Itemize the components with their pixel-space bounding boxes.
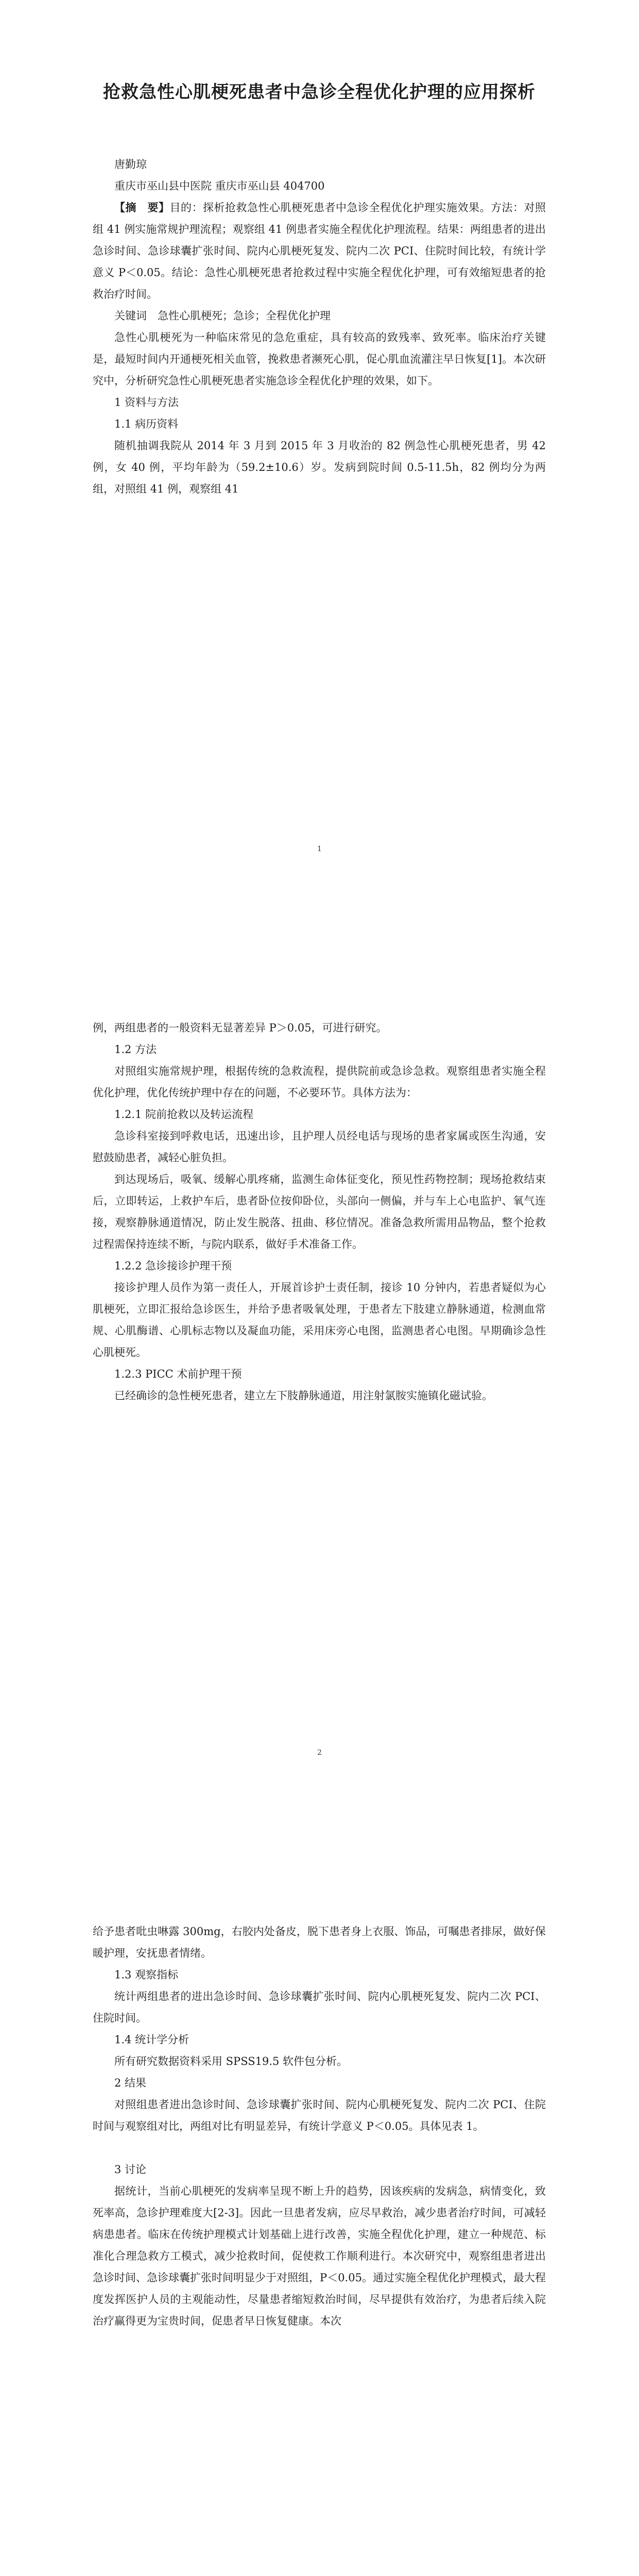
subsection-heading: 1.2.3 PICC 术前护理干预 xyxy=(114,1368,242,1380)
paragraph: 所有研究数据资料采用 SPSS19.5 软件包分析。 xyxy=(114,2055,348,2067)
paper-title: 抢救急性心肌梗死患者中急诊全程优化护理的应用探析 xyxy=(103,82,536,103)
page-1-content xyxy=(93,77,546,500)
introduction: 急性心肌梗死为一种临床常见的急危重症，具有较高的致残率、致死率。临床治疗关键是，最短时间内开通梗死相关血管，挽救患者濒死心肌，促心肌血流灌注早日恢复[1]。本次研究中，分析研究急性心肌梗死患者实施急诊全程优化护理的效果，如下。 xyxy=(93,331,546,387)
paragraph: 到达现场后，吸氧、缓解心肌疼痛，监测生命体征变化，预见性药物控制；现场抢救结束后，立即转运，上救护车后，患者卧位按仰卧位，头部向一侧偏，并与车上心电监护、氧气连接，观察静脉通道情况，防止发生脱落、扭曲、移位情况。准备急救所需用品物品，整个抢救过程需保持连续不断，与院内联系，做好手术准备工作。 xyxy=(93,1173,546,1250)
paragraph: 对照组患者进出急诊时间、急诊球囊扩张时间、院内心肌梗死复发、院内二次 PCI、住院时间与观察组对比，两组对比有明显差异，有统计学意义 P＜0.05。具体见表 1。 xyxy=(93,2098,546,2132)
page-3-content xyxy=(93,1921,546,2332)
subsection-heading: 1.3 观察指标 xyxy=(114,1969,179,1981)
abstract-label: 【摘 要】 xyxy=(114,201,170,214)
keywords: 关键词 急性心肌梗死；急诊；全程优化护理 xyxy=(114,310,331,322)
page-number: 1 xyxy=(317,845,322,853)
subsection-heading: 1.2.1 院前抢救以及转运流程 xyxy=(114,1108,254,1121)
paragraph: 对照组实施常规护理，根据传统的急救流程，提供院前或急诊急救。观察组患者实施全程优化护理，优化传统护理中存在的问题，不必要环节。具体方法为： xyxy=(93,1065,546,1099)
section-heading: 3 讨论 xyxy=(114,2163,147,2176)
subsection-heading: 1.2.2 急诊接诊护理干预 xyxy=(114,1260,232,1272)
paragraph: 已经确诊的急性梗死患者，建立左下肢静脉通道，用注射氯胺实施镇化磁试验。 xyxy=(114,1389,493,1402)
page-3 xyxy=(0,1807,639,2576)
page-2 xyxy=(0,904,639,1807)
paragraph: 急诊科室接到呼救电话，迅速出诊，且护理人员经电话与现场的患者家属或医生沟通，安慰鼓励患者，减轻心脏负担。 xyxy=(93,1130,546,1164)
abstract xyxy=(93,197,546,305)
paragraph: 给予患者吡虫啉露 300mg，右胶内处备皮，脱下患者身上衣服、饰品，可嘱患者排尿，做好保暖护理，安抚患者情绪。 xyxy=(93,1925,546,1959)
paragraph: 随机抽调我院从 2014 年 3 月到 2015 年 3 月收治的 82 例急性心肌梗死患者，男 42 例，女 40 例，平均年龄为（59.2±10.6）岁。发病到院时间 0.5-11.5h，82 例均分为两组，对照组 41 例，观察组 41 xyxy=(93,439,546,495)
page-2-content xyxy=(93,1017,546,1406)
paragraph: 据统计，当前心肌梗死的发病率呈现不断上升的趋势，因该疾病的发病急，病情变化，致死率高，急诊护理难度大[2-3]。因此一旦患者发病，应尽早救治，减少患者治疗时间，可减轻病患患者。临床在传统护理模式计划基础上进行改善，实施全程优化护理，建立一种规范、标准化合理急救方工模式，减少抢救时间，促使救工作顺利进行。本次研究中，观察组患者进出急诊时间、急诊球囊扩张时间明显少于对照组，P＜0.05。通过实施全程优化护理模式，最大程度发挥医护人员的主观能动性，尽量患者缩短救治时间，尽早提供有效治疗，为患者后续入院治疗赢得更为宝贵时间，促患者早日恢复健康。本次 xyxy=(93,2185,546,2327)
paragraph: 接诊护理人员作为第一责任人，开展首诊护士责任制，接诊 10 分钟内，若患者疑似为心肌梗死，立即汇报给急诊医生，并给予患者吸氧处理，于患者左下肢建立静脉通道，检测血常规、心肌酶谱、心肌标志物以及凝血功能，采用床旁心电图，监测患者心电图。早期确诊急性心肌梗死。 xyxy=(93,1281,546,1359)
paragraph: 例，两组患者的一般资料无显著差异 P＞0.05，可进行研究。 xyxy=(93,1022,387,1034)
section-heading: 1 资料与方法 xyxy=(114,396,179,409)
abstract-text: 目的：探析抢救急性心肌梗死患者中急诊全程优化护理实施效果。方法：对照组 41 例实施常规护理流程；观察组 41 例患者实施全程优化护理流程。结果：两组患者的进出急诊时间、急诊球囊扩张时间、院内心肌梗死复发、院内二次 PCI、住院时间比较，有统计学意义 P＜0.05。结论：急性心肌梗死患者抢救过程中实施全程优化护理，可有效缩短患者的抢救治疗时间。 xyxy=(93,201,546,300)
paragraph: 统计两组患者的进出急诊时间、急诊球囊扩张时间、院内心肌梗死复发、院内二次 PCI、住院时间。 xyxy=(93,1990,546,2024)
subsection-heading: 1.1 病历资料 xyxy=(114,418,179,430)
affiliation: 重庆市巫山县中医院 重庆市巫山县 404700 xyxy=(114,180,325,192)
author: 唐勤琼 xyxy=(114,158,147,171)
subsection-heading: 1.2 方法 xyxy=(114,1043,157,1056)
subsection-heading: 1.4 统计学分析 xyxy=(114,2033,189,2046)
section-heading: 2 结果 xyxy=(114,2077,147,2089)
page-number: 2 xyxy=(317,1749,322,1757)
page-1 xyxy=(0,0,639,904)
